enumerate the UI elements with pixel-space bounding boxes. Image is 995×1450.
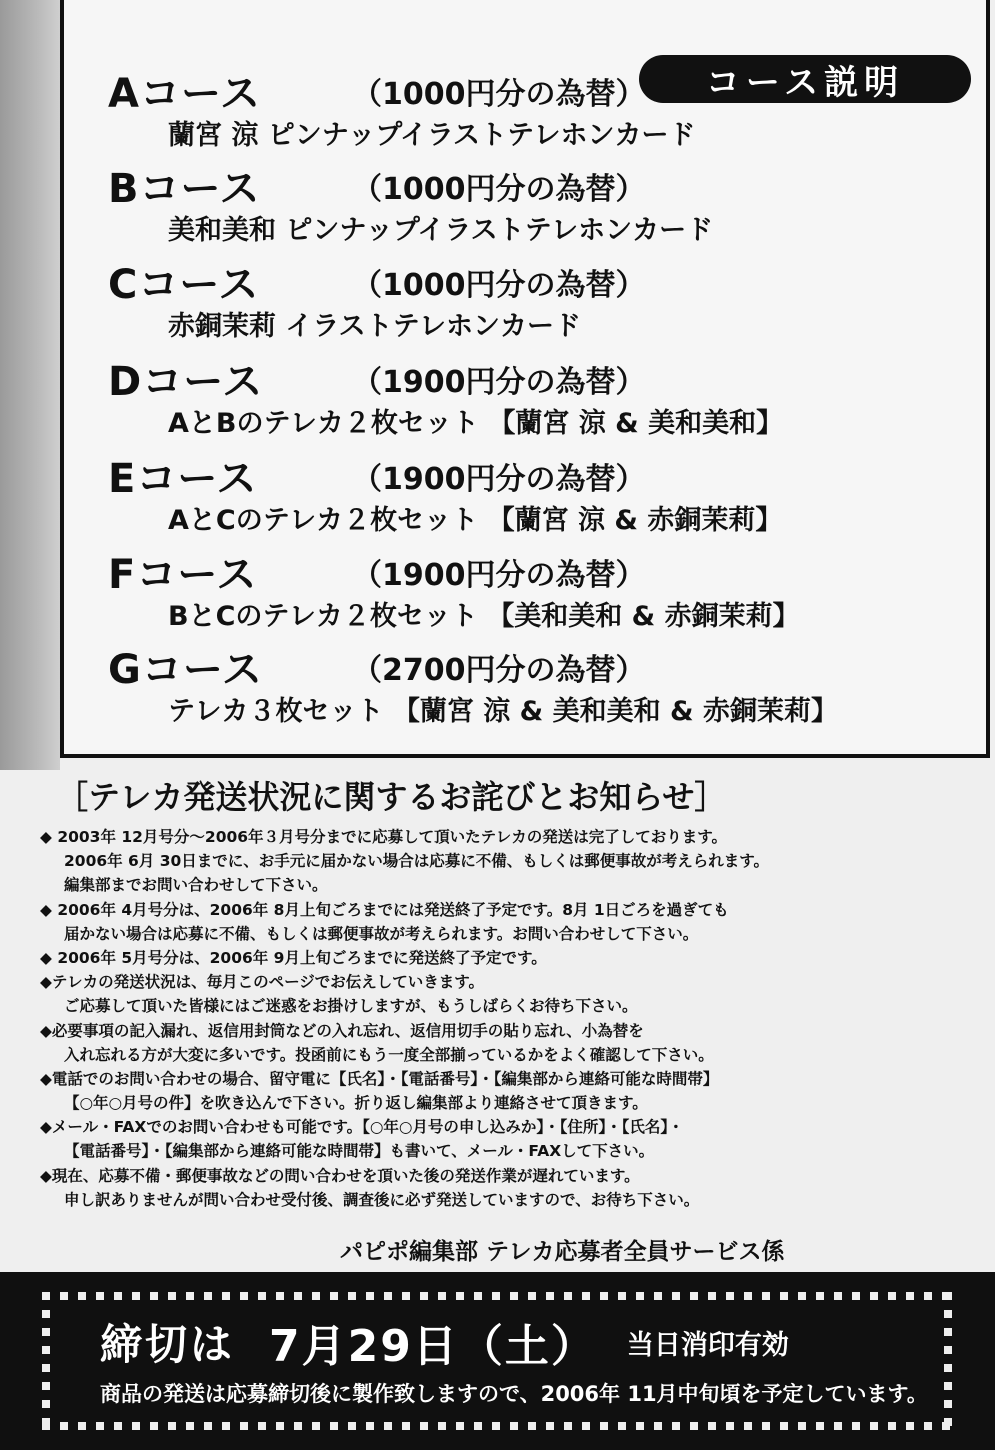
notice-line: ◆電話でのお問い合わせの場合、留守電に【氏名】・【電話番号】・【編集部から連絡可能な時間帯】 [40,1069,719,1088]
course-desc: テレカ３枚セット 【蘭宮 涼 & 美和美和 & 赤銅茉莉】 [168,696,838,727]
film-border-left [42,1292,50,1430]
notice-line: 入れ忘れる方が大変に多いです。投函前にもう一度全部揃っているかをよく確認して下さい。 [64,1045,714,1064]
notice-line: 【電話番号】・【編集部から連絡可能な時間帯】も書いて、メール・FAXして下さい。 [64,1142,655,1161]
course-price: （1000円分の為替） [352,267,646,303]
course-name: Aコース [108,71,261,117]
course-name: Gコース [108,647,263,693]
notice-line: 2006年 6月 30日までに、お手元に届かない場合は応募に不備、もしくは郵便事故が考えられます。 [64,852,770,871]
notice-line: ◆ 2006年 5月号分は、2006年 9月上旬ごろまでに発送終了予定です。 [40,948,547,967]
course-name: Cコース [108,262,260,308]
course-box [60,0,990,758]
deadline-note: 当日消印有効 [626,1329,789,1361]
notice-body [40,825,985,1212]
course-desc: AとCのテレカ２枚セット 【蘭宮 涼 & 赤銅茉莉】 [168,505,783,536]
deadline-banner [0,1272,995,1450]
notice-line: ◆ 2006年 4月号分は、2006年 8月上旬ごろまでには発送終了予定です。8月 1日ごろを過ぎても [40,900,729,919]
deadline-shipping-note: 商品の発送は応募締切後に製作致しますので、2006年 11月中旬頃を予定しています。 [100,1382,928,1406]
notice-line: 編集部までお問い合わせして下さい。 [64,876,328,895]
course-f [108,543,800,637]
course-d [108,350,783,444]
course-a [108,62,695,156]
course-name: Bコース [108,166,261,212]
notice-line: ◆ 2003年 12月号分〜2006年３月号分までに応募して頂いたテレカの発送は完了しております。 [40,828,728,846]
notice-line: ◆テレカの発送状況は、毎月このページでお伝えしていきます。 [40,973,485,992]
course-price: （2700円分の為替） [352,652,646,688]
course-price: （1900円分の為替） [352,364,646,400]
course-desc: BとCのテレカ２枚セット 【美和美和 & 赤銅茉莉】 [168,601,800,632]
course-price: （1900円分の為替） [352,557,646,593]
course-name: Eコース [108,456,258,502]
course-e [108,447,782,541]
shipping-notice [40,775,985,1212]
course-desc: AとBのテレカ２枚セット 【蘭宮 涼 & 美和美和】 [168,408,784,439]
notice-line: ◆必要事項の記入漏れ、返信用封筒などの入れ忘れ、返信用切手の貼り忘れ、小為替を [40,1021,644,1040]
course-desc: 蘭宮 涼 ピンナップイラストテレホンカード [168,120,696,151]
deadline-label: 締切は [100,1320,236,1369]
course-desc: 赤銅茉莉 イラストテレホンカード [168,311,582,342]
notice-line: 【○年○月号の件】を吹き込んで下さい。折り返し編集部より連絡させて頂きます。 [64,1094,648,1113]
notice-title: ［テレカ発送状況に関するお詫びとお知らせ］ [56,778,727,816]
deadline-main [100,1310,789,1374]
course-desc: 美和美和 ピンナップイラストテレホンカード [168,215,714,246]
notice-line: ◆メール・FAXでのお問い合わせも可能です。【○年○月号の申し込みか】・【住所】・【氏名】・ [40,1118,684,1137]
film-border-top [42,1292,952,1300]
course-c [108,253,646,347]
course-name: Fコース [108,552,258,598]
course-description-badge: コース説明 [639,55,971,103]
notice-line: ご応募して頂いた皆様にはご迷惑をお掛けしますが、もうしばらくお待ち下さい。 [64,997,638,1016]
course-price: （1000円分の為替） [352,171,646,207]
course-b [108,157,713,251]
page-edge [0,0,60,770]
course-price: （1000円分の為替） [352,76,646,112]
deadline-date: 7月29日（土） [269,1321,597,1372]
notice-line: 申し訳ありませんが問い合わせ受付後、調査後に必ず発送していますので、お待ち下さい。 [64,1190,700,1209]
notice-line: 届かない場合は応募に不備、もしくは郵便事故が考えられます。お問い合わせして下さい。 [64,924,699,943]
notice-signature: パピポ編集部 テレカ応募者全員サービス係 [340,1239,785,1265]
notice-line: ◆現在、応募不備・郵便事故などの問い合わせを頂いた後の発送作業が遅れています。 [40,1166,640,1185]
course-name: Dコース [108,359,264,405]
course-g [108,638,838,732]
film-border-bottom [42,1422,952,1430]
course-price: （1900円分の為替） [352,461,646,497]
film-border-right [944,1292,952,1430]
